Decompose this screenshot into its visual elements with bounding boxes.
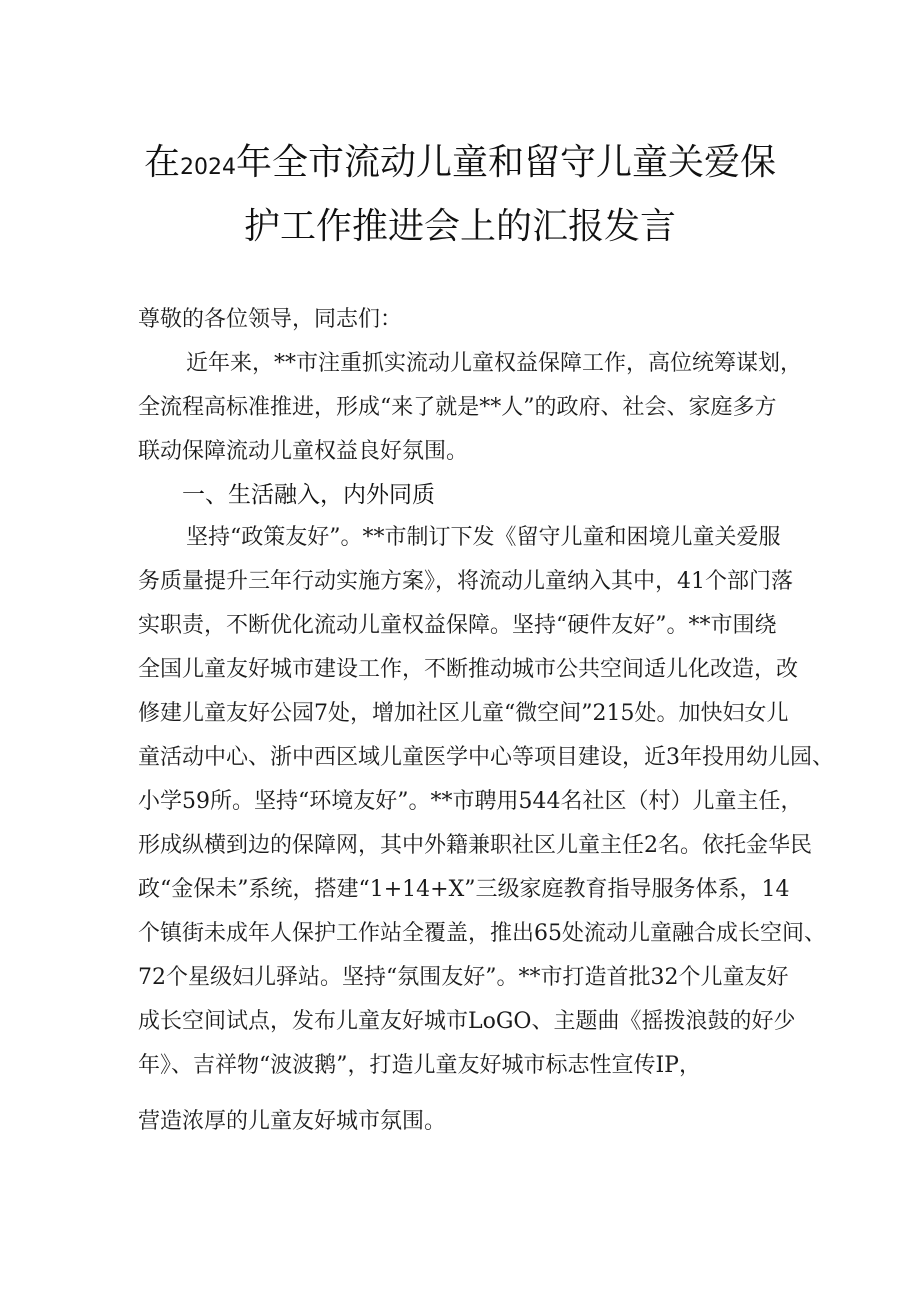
body-line: 全国儿童友好城市建设工作，不断推动城市公共空间适儿化改造，改 <box>138 657 799 682</box>
body-line: 坚持“政策友好”。**市制订下发《留守儿童和困境儿童关爱服 <box>186 525 781 550</box>
intro-line: 全流程高标准推进，形成“来了就是**人”的政府、社会、家庭多方 <box>138 395 777 420</box>
body-line: 成长空间试点，发布儿童友好城市LoGO、主题曲《摇拨浪鼓的好少 <box>138 1009 796 1034</box>
title-year: 2024 <box>180 155 236 180</box>
body-line: 务质量提升三年行动实施方案》，将流动儿童纳入其中，41个部门落 <box>138 569 793 594</box>
body-line: 年》、吉祥物“波波鹅”，打造儿童友好城市标志性宣传IP， <box>138 1053 701 1078</box>
title-rest: 年全市流动儿童和留守儿童关爱保 <box>236 142 777 183</box>
closing-line: 营造浓厚的儿童友好城市氛围。 <box>138 1109 447 1134</box>
document-title-line-1 <box>0 134 920 185</box>
body-line: 政“金保未”系统，搭建“1+14+X”三级家庭教育指导服务体系，14 <box>138 877 790 902</box>
body-line: 小学59所。坚持“环境友好”。**市聘用544名社区（村）儿童主任， <box>138 789 803 814</box>
body-line: 实职责，不断优化流动儿童权益保障。坚持“硬件友好”。**市围绕 <box>138 613 777 638</box>
section-heading: 一、生活融入，内外同质 <box>182 482 435 508</box>
title-prefix: 在 <box>143 142 180 183</box>
body-line: 修建儿童友好公园7处，增加社区儿童“微空间”215处。加快妇女儿 <box>138 701 789 726</box>
body-line: 72个星级妇儿驿站。坚持“氛围友好”。**市打造首批32个儿童友好 <box>138 965 789 990</box>
salutation: 尊敬的各位领导，同志们： <box>138 307 403 332</box>
intro-line: 近年来，**市注重抓实流动儿童权益保障工作，高位统筹谋划， <box>186 351 803 376</box>
body-line: 形成纵横到边的保障网，其中外籍兼职社区儿童主任2名。依托金华民 <box>138 833 812 858</box>
body-line: 童活动中心、浙中西区域儿童医学中心等项目建设，近3年投用幼儿园、 <box>138 745 834 770</box>
body-line: 个镇街未成年人保护工作站全覆盖，推出65处流动儿童融合成长空间、 <box>138 921 826 946</box>
document-title-line-2: 护工作推进会上的汇报发言 <box>243 206 676 247</box>
intro-line: 联动保障流动儿童权益良好氛围。 <box>138 439 469 464</box>
